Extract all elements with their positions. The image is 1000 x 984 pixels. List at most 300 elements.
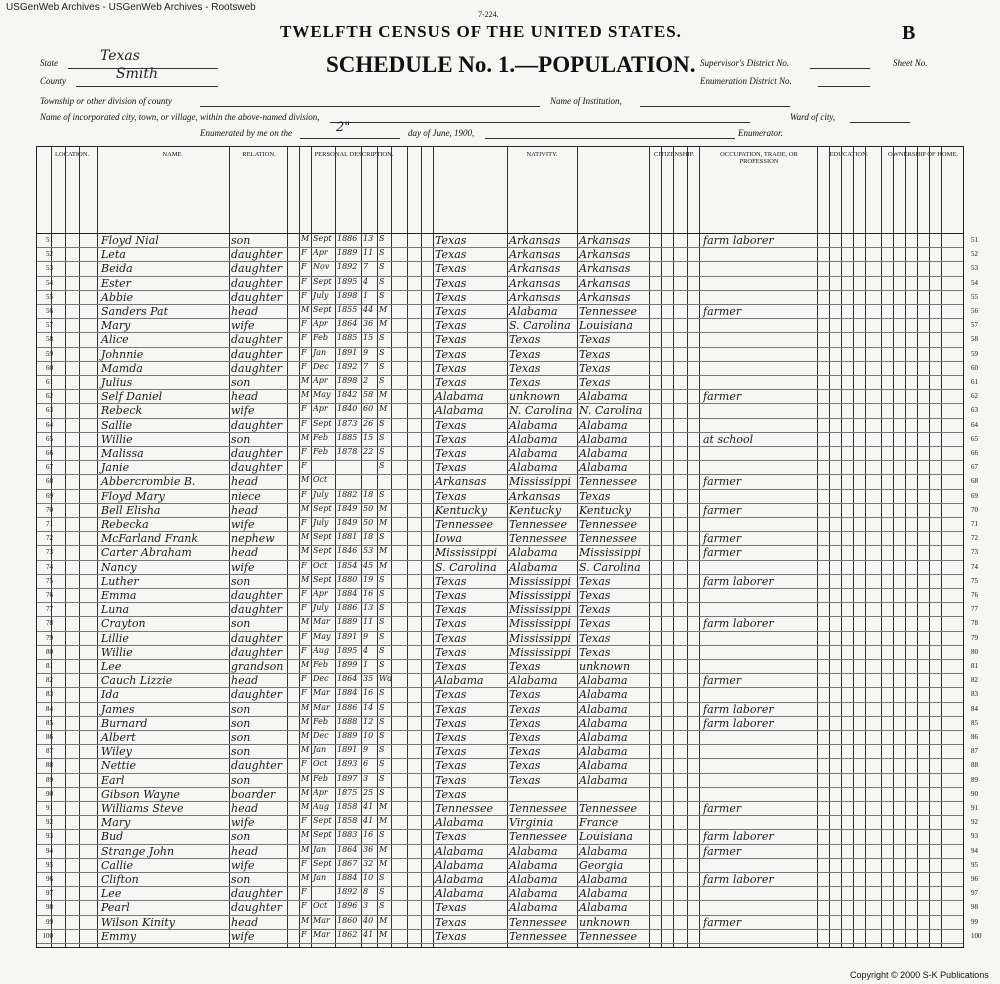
line-number: 83 bbox=[46, 690, 53, 699]
cell-relation: son bbox=[231, 432, 251, 446]
copyright: Copyright © 2000 S-K Publications bbox=[850, 970, 989, 980]
incorporated-line bbox=[330, 122, 750, 123]
line-number-right: 62 bbox=[971, 392, 978, 401]
cell-month: Apr bbox=[313, 404, 328, 414]
cell-age: 18 bbox=[363, 532, 374, 542]
cell-relation: daughter bbox=[231, 347, 282, 361]
cell-sex: M bbox=[301, 503, 310, 513]
line-number-right: 81 bbox=[971, 662, 978, 670]
cell-relation: nephew bbox=[231, 532, 275, 546]
cell-name: Mary bbox=[101, 816, 131, 830]
cell-pob: Texas bbox=[435, 660, 467, 673]
cell-name: Sanders Pat bbox=[101, 305, 169, 318]
cell-mpob: Arkansas bbox=[579, 276, 631, 290]
line-number: 76 bbox=[46, 591, 53, 599]
line-number: 66 bbox=[46, 449, 53, 457]
cell-occ: farmer bbox=[703, 532, 742, 546]
cell-pob: Texas bbox=[435, 305, 467, 318]
cell-mpob: Alabama bbox=[579, 901, 628, 915]
cell-status: M bbox=[379, 305, 388, 314]
line-number: 59 bbox=[46, 349, 53, 358]
line-number-right: 78 bbox=[971, 619, 978, 628]
cell-name: Willie bbox=[101, 432, 133, 446]
line-number: 60 bbox=[46, 363, 53, 372]
cell-sex: F bbox=[301, 248, 307, 258]
cell-age: 11 bbox=[363, 617, 374, 627]
column-rule bbox=[673, 147, 674, 947]
sheet-label: Sheet No. bbox=[893, 58, 928, 68]
cell-status: M bbox=[379, 404, 388, 414]
cell-name: Crayton bbox=[101, 617, 146, 631]
line-number-right: 71 bbox=[971, 520, 978, 528]
cell-pob: Texas bbox=[435, 276, 467, 290]
cell-sex: F bbox=[301, 589, 307, 598]
watermark: USGenWeb Archives - USGenWeb Archives - Rootsweb bbox=[6, 2, 256, 13]
cell-mpob: unknown bbox=[579, 660, 631, 673]
cell-relation: head bbox=[231, 475, 259, 489]
cell-pob: Texas bbox=[435, 376, 467, 389]
cell-sex: F bbox=[301, 361, 307, 371]
hdr-citizenship: CITIZENSHIP. bbox=[653, 151, 695, 158]
cell-status: M bbox=[379, 518, 388, 527]
cell-status: S bbox=[379, 447, 385, 456]
cell-sex: M bbox=[301, 574, 310, 584]
enumeration-line bbox=[818, 86, 870, 87]
cell-year: 1855 bbox=[337, 305, 358, 314]
cell-relation: daughter bbox=[231, 333, 282, 347]
cell-age: 50 bbox=[363, 518, 374, 527]
cell-sex: M bbox=[301, 432, 310, 442]
line-number: 86 bbox=[46, 733, 53, 741]
cell-month: July bbox=[313, 489, 329, 499]
line-number: 68 bbox=[46, 477, 53, 486]
cell-fpob: Mississippi bbox=[509, 645, 571, 659]
column-rule bbox=[377, 147, 378, 947]
cell-year: 1881 bbox=[337, 532, 358, 542]
cell-relation: daughter bbox=[231, 290, 282, 304]
cell-age: 4 bbox=[363, 645, 369, 655]
cell-relation: wife bbox=[231, 858, 255, 872]
column-rule bbox=[421, 147, 422, 947]
cell-month: Sept bbox=[313, 276, 332, 286]
cell-age: 45 bbox=[363, 560, 374, 570]
cell-fpob: Alabama bbox=[509, 560, 558, 574]
cell-fpob: Mississippi bbox=[509, 589, 571, 602]
cell-relation: wife bbox=[231, 929, 255, 943]
cell-fpob: Tennessee bbox=[509, 929, 567, 943]
line-number: 57 bbox=[46, 321, 53, 330]
cell-name: Callie bbox=[101, 858, 134, 872]
cell-relation: daughter bbox=[231, 248, 282, 262]
cell-sex: F bbox=[301, 447, 307, 456]
line-number: 93 bbox=[46, 832, 53, 841]
column-rule bbox=[893, 147, 894, 947]
cell-relation: son bbox=[231, 376, 251, 389]
cell-age: 13 bbox=[363, 234, 374, 243]
column-rule bbox=[299, 147, 300, 947]
line-number: 58 bbox=[46, 335, 53, 344]
cell-sex: M bbox=[301, 546, 310, 556]
line-number: 67 bbox=[46, 463, 53, 472]
cell-year: 1885 bbox=[337, 333, 358, 343]
line-number: 84 bbox=[46, 704, 53, 713]
cell-year: 1860 bbox=[337, 915, 358, 925]
cell-year: 1884 bbox=[337, 589, 358, 598]
cell-year: 1889 bbox=[337, 248, 358, 258]
cell-sex: F bbox=[301, 347, 307, 357]
line-number: 78 bbox=[46, 619, 53, 628]
column-rule bbox=[853, 147, 854, 947]
line-number: 51 bbox=[46, 236, 53, 244]
cell-fpob: Texas bbox=[509, 731, 541, 744]
column-rule bbox=[929, 147, 930, 947]
cell-sex: F bbox=[301, 929, 307, 939]
cell-fpob: Texas bbox=[509, 759, 541, 773]
census-table bbox=[36, 146, 982, 948]
cell-status: M bbox=[379, 319, 388, 329]
cell-month: Sept bbox=[313, 305, 332, 314]
cell-sex: F bbox=[301, 276, 307, 286]
column-rule bbox=[699, 147, 700, 947]
cell-status: S bbox=[379, 574, 385, 584]
cell-relation: daughter bbox=[231, 603, 282, 617]
cell-name: Ida bbox=[101, 688, 119, 702]
cell-status: S bbox=[379, 432, 385, 442]
cell-month: Mar bbox=[313, 929, 330, 939]
cell-age: 44 bbox=[363, 305, 374, 314]
cell-fpob: Texas bbox=[509, 361, 541, 375]
line-number-right: 79 bbox=[971, 633, 978, 642]
incorporated-label: Name of incorporated city, town, or village, within the above-named division, bbox=[40, 112, 320, 122]
column-rule bbox=[433, 147, 434, 947]
cell-status: S bbox=[379, 489, 385, 499]
institution-line bbox=[640, 106, 790, 107]
county-line bbox=[76, 86, 218, 87]
column-rule bbox=[65, 147, 66, 947]
line-number-right: 98 bbox=[971, 903, 978, 912]
cell-pob: Alabama bbox=[435, 674, 484, 688]
line-number-right: 70 bbox=[971, 505, 978, 514]
cell-mpob: Tennessee bbox=[579, 518, 637, 531]
cell-sex: M bbox=[301, 390, 310, 400]
cell-fpob: Arkansas bbox=[509, 276, 561, 290]
cell-year: 1875 bbox=[337, 787, 358, 797]
hdr-ownership: OWNERSHIP OF HOME. bbox=[888, 151, 958, 158]
cell-name: Lee bbox=[101, 660, 122, 673]
cell-sex: M bbox=[301, 745, 310, 755]
cell-age: 10 bbox=[363, 873, 374, 882]
cell-sex: M bbox=[301, 617, 310, 627]
cell-fpob: Kentucky bbox=[509, 503, 562, 517]
cell-year: 1886 bbox=[337, 234, 358, 243]
cell-month: July bbox=[313, 518, 329, 527]
cell-relation: head bbox=[231, 674, 259, 688]
cell-status: S bbox=[379, 702, 385, 712]
cell-name: Beida bbox=[101, 262, 133, 276]
cell-month: Apr bbox=[313, 787, 328, 797]
cell-mpob: Alabama bbox=[579, 702, 628, 716]
cell-relation: daughter bbox=[231, 276, 282, 290]
line-number-right: 87 bbox=[971, 747, 978, 756]
column-rule bbox=[687, 147, 688, 947]
cell-age: 9 bbox=[363, 745, 369, 755]
cell-year: 1892 bbox=[337, 262, 358, 272]
cell-mpob: Alabama bbox=[579, 716, 628, 730]
cell-name: Mary bbox=[101, 319, 131, 333]
cell-age: 6 bbox=[363, 759, 369, 769]
cell-relation: head bbox=[231, 844, 259, 858]
cell-status: S bbox=[379, 248, 385, 258]
cell-relation: grandson bbox=[231, 660, 284, 673]
cell-occ: farm laborer bbox=[703, 873, 774, 886]
column-rule bbox=[865, 147, 866, 947]
cell-pob: Texas bbox=[435, 773, 467, 787]
cell-name: Abbie bbox=[101, 290, 134, 304]
cell-relation: son bbox=[231, 574, 251, 588]
cell-age: 19 bbox=[363, 574, 374, 584]
cell-year: 1878 bbox=[337, 447, 358, 456]
line-number: 69 bbox=[46, 491, 53, 500]
cell-relation: son bbox=[231, 617, 251, 631]
cell-mpob: Texas bbox=[579, 333, 611, 347]
cell-fpob: Alabama bbox=[509, 873, 558, 886]
cell-mpob: Mississippi bbox=[579, 546, 641, 560]
cell-mpob: Kentucky bbox=[579, 503, 632, 517]
cell-month: Mar bbox=[313, 688, 330, 698]
cell-mpob: Arkansas bbox=[579, 248, 631, 262]
cell-relation: daughter bbox=[231, 901, 282, 915]
cell-year: 1873 bbox=[337, 418, 358, 428]
cell-status: S bbox=[379, 234, 385, 243]
township-line bbox=[200, 106, 540, 107]
cell-mpob: Alabama bbox=[579, 461, 628, 475]
cell-pob: Texas bbox=[435, 432, 467, 446]
cell-month: Sept bbox=[313, 234, 332, 243]
cell-sex: F bbox=[301, 603, 307, 613]
line-number: 62 bbox=[46, 392, 53, 401]
cell-age: 14 bbox=[363, 702, 374, 712]
cell-mpob: Tennessee bbox=[579, 305, 637, 318]
cell-age: 9 bbox=[363, 347, 369, 357]
cell-status: S bbox=[379, 887, 385, 897]
cell-relation: son bbox=[231, 873, 251, 886]
line-number-right: 94 bbox=[971, 846, 978, 855]
line-number-right: 69 bbox=[971, 491, 978, 500]
cell-pob: Texas bbox=[435, 745, 467, 759]
cell-mpob: Alabama bbox=[579, 773, 628, 787]
cell-relation: daughter bbox=[231, 447, 282, 460]
cell-year: 1895 bbox=[337, 276, 358, 286]
cell-sex: M bbox=[301, 475, 310, 485]
cell-status: S bbox=[379, 716, 385, 726]
cell-month: Sept bbox=[313, 532, 332, 542]
cell-fpob: Texas bbox=[509, 702, 541, 716]
line-number: 94 bbox=[46, 846, 53, 855]
cell-sex: F bbox=[301, 631, 307, 641]
cell-year: 1854 bbox=[337, 560, 358, 570]
cell-name: Lillie bbox=[101, 631, 129, 645]
cell-year: 1849 bbox=[337, 503, 358, 513]
cell-pob: Texas bbox=[435, 645, 467, 659]
column-rule bbox=[311, 147, 312, 947]
cell-name: Burnard bbox=[101, 716, 148, 730]
cell-pob: Texas bbox=[435, 290, 467, 304]
cell-year: 1846 bbox=[337, 546, 358, 556]
cell-name: Albert bbox=[101, 731, 136, 744]
cell-year: 1891 bbox=[337, 745, 358, 755]
cell-fpob: Mississippi bbox=[509, 603, 571, 617]
cell-pob: Texas bbox=[435, 702, 467, 716]
cell-month: Jan bbox=[313, 844, 327, 854]
cell-sex: F bbox=[301, 560, 307, 570]
cell-sex: M bbox=[301, 702, 310, 712]
cell-name: Floyd Mary bbox=[101, 489, 165, 503]
cell-fpob: Texas bbox=[509, 347, 541, 361]
cell-age: 1 bbox=[363, 290, 369, 300]
cell-status: M bbox=[379, 560, 388, 570]
cell-name: Julius bbox=[101, 376, 133, 389]
cell-mpob: Texas bbox=[579, 489, 611, 503]
cell-mpob: Alabama bbox=[579, 844, 628, 858]
cell-month: Oct bbox=[313, 759, 328, 769]
cell-status: S bbox=[379, 461, 385, 471]
cell-age: 60 bbox=[363, 404, 374, 414]
cell-age: 18 bbox=[363, 489, 374, 499]
cell-mpob: Tennessee bbox=[579, 802, 637, 815]
cell-pob: Texas bbox=[435, 688, 467, 702]
column-rule bbox=[577, 147, 578, 947]
cell-mpob: Tennessee bbox=[579, 929, 637, 943]
form-number: 7-224. bbox=[478, 10, 499, 19]
cell-name: Bell Elisha bbox=[101, 503, 161, 517]
cell-status: S bbox=[379, 873, 385, 882]
line-number-right: 68 bbox=[971, 477, 978, 486]
institution-label: Name of Institution, bbox=[550, 96, 622, 106]
hdr-relation: RELATION. bbox=[242, 151, 276, 158]
cell-pob: Alabama bbox=[435, 816, 484, 830]
line-number-right: 55 bbox=[971, 292, 978, 301]
cell-pob: Texas bbox=[435, 319, 467, 333]
cell-fpob: Texas bbox=[509, 688, 541, 702]
cell-month: Apr bbox=[313, 319, 328, 329]
line-number-right: 51 bbox=[971, 236, 978, 244]
cell-pob: Texas bbox=[435, 759, 467, 773]
cell-age: 36 bbox=[363, 319, 374, 329]
cell-mpob: Alabama bbox=[579, 390, 628, 404]
cell-year: 1858 bbox=[337, 816, 358, 826]
line-number: 88 bbox=[46, 761, 53, 770]
cell-sex: M bbox=[301, 773, 310, 783]
cell-month: Sept bbox=[313, 830, 332, 840]
cell-fpob: Alabama bbox=[509, 418, 558, 432]
cell-fpob: Mississippi bbox=[509, 574, 571, 588]
cell-name: Wiley bbox=[101, 745, 132, 759]
cell-fpob: Alabama bbox=[509, 858, 558, 872]
cell-status: M bbox=[379, 858, 388, 868]
hdr-personal: PERSONAL DESCRIPTION. bbox=[314, 151, 394, 158]
cell-age: 8 bbox=[363, 887, 369, 897]
cell-month: Nov bbox=[313, 262, 330, 272]
cell-year: 1864 bbox=[337, 674, 358, 684]
cell-pob: Texas bbox=[435, 461, 467, 475]
cell-age: 41 bbox=[363, 816, 374, 826]
cell-year: 1885 bbox=[337, 432, 358, 442]
cell-year: 1889 bbox=[337, 617, 358, 627]
cell-pob: Texas bbox=[435, 489, 467, 503]
line-number-right: 65 bbox=[971, 434, 978, 443]
cell-relation: daughter bbox=[231, 418, 282, 432]
cell-age: 53 bbox=[363, 546, 374, 556]
line-number: 53 bbox=[46, 264, 53, 273]
cell-fpob: Texas bbox=[509, 376, 541, 389]
cell-status: M bbox=[379, 915, 388, 925]
hdr-occupation: OCCUPATION, TRADE, OR PROFESSION bbox=[720, 151, 798, 165]
line-number-right: 99 bbox=[971, 917, 978, 926]
cell-mpob: Alabama bbox=[579, 873, 628, 886]
cell-name: Earl bbox=[101, 773, 125, 787]
cell-month: Oct bbox=[313, 901, 328, 911]
cell-fpob: Alabama bbox=[509, 546, 558, 560]
cell-pob: Arkansas bbox=[435, 475, 487, 489]
cell-fpob: Tennessee bbox=[509, 532, 567, 546]
cell-relation: son bbox=[231, 702, 251, 716]
cell-name: Wilson Kinity bbox=[101, 915, 175, 929]
cell-month: Sept bbox=[313, 858, 332, 868]
cell-year: 1892 bbox=[337, 887, 358, 897]
cell-sex: M bbox=[301, 802, 310, 811]
cell-month: Apr bbox=[313, 248, 328, 258]
cell-sex: F bbox=[301, 674, 307, 684]
cell-name: Lee bbox=[101, 887, 122, 901]
column-rule bbox=[661, 147, 662, 947]
cell-month: Sept bbox=[313, 418, 332, 428]
column-rule bbox=[507, 147, 508, 947]
cell-occ: farmer bbox=[703, 475, 742, 489]
cell-fpob: Alabama bbox=[509, 674, 558, 688]
cell-status: M bbox=[379, 503, 388, 513]
cell-sex: F bbox=[301, 461, 307, 471]
column-rule bbox=[841, 147, 842, 947]
line-number-right: 54 bbox=[971, 278, 978, 287]
enumerator-label: Enumerator. bbox=[738, 128, 783, 138]
cell-mpob: Alabama bbox=[579, 688, 628, 702]
cell-year: 1886 bbox=[337, 603, 358, 613]
cell-age: 41 bbox=[363, 929, 374, 939]
cell-sex: F bbox=[301, 489, 307, 499]
cell-year: 1858 bbox=[337, 802, 358, 811]
cell-relation: niece bbox=[231, 489, 261, 503]
column-rule bbox=[941, 147, 942, 947]
cell-relation: daughter bbox=[231, 887, 282, 901]
line-number-right: 83 bbox=[971, 690, 978, 699]
cell-relation: daughter bbox=[231, 361, 282, 375]
cell-mpob: Alabama bbox=[579, 759, 628, 773]
cell-sex: F bbox=[301, 319, 307, 329]
cell-name: Rebeck bbox=[101, 404, 143, 418]
schedule-title: SCHEDULE No. 1.—POPULATION. bbox=[326, 52, 696, 77]
cell-month: Sept bbox=[313, 574, 332, 584]
line-number: 77 bbox=[46, 605, 53, 614]
cell-occ: farm laborer bbox=[703, 234, 774, 247]
column-rule bbox=[407, 147, 408, 947]
cell-mpob: Alabama bbox=[579, 432, 628, 446]
cell-fpob: Texas bbox=[509, 716, 541, 730]
line-number-right: 96 bbox=[971, 875, 978, 883]
cell-relation: wife bbox=[231, 518, 255, 531]
cell-name: Carter Abraham bbox=[101, 546, 192, 560]
cell-month: Mar bbox=[313, 915, 330, 925]
cell-fpob: N. Carolina bbox=[509, 404, 573, 418]
